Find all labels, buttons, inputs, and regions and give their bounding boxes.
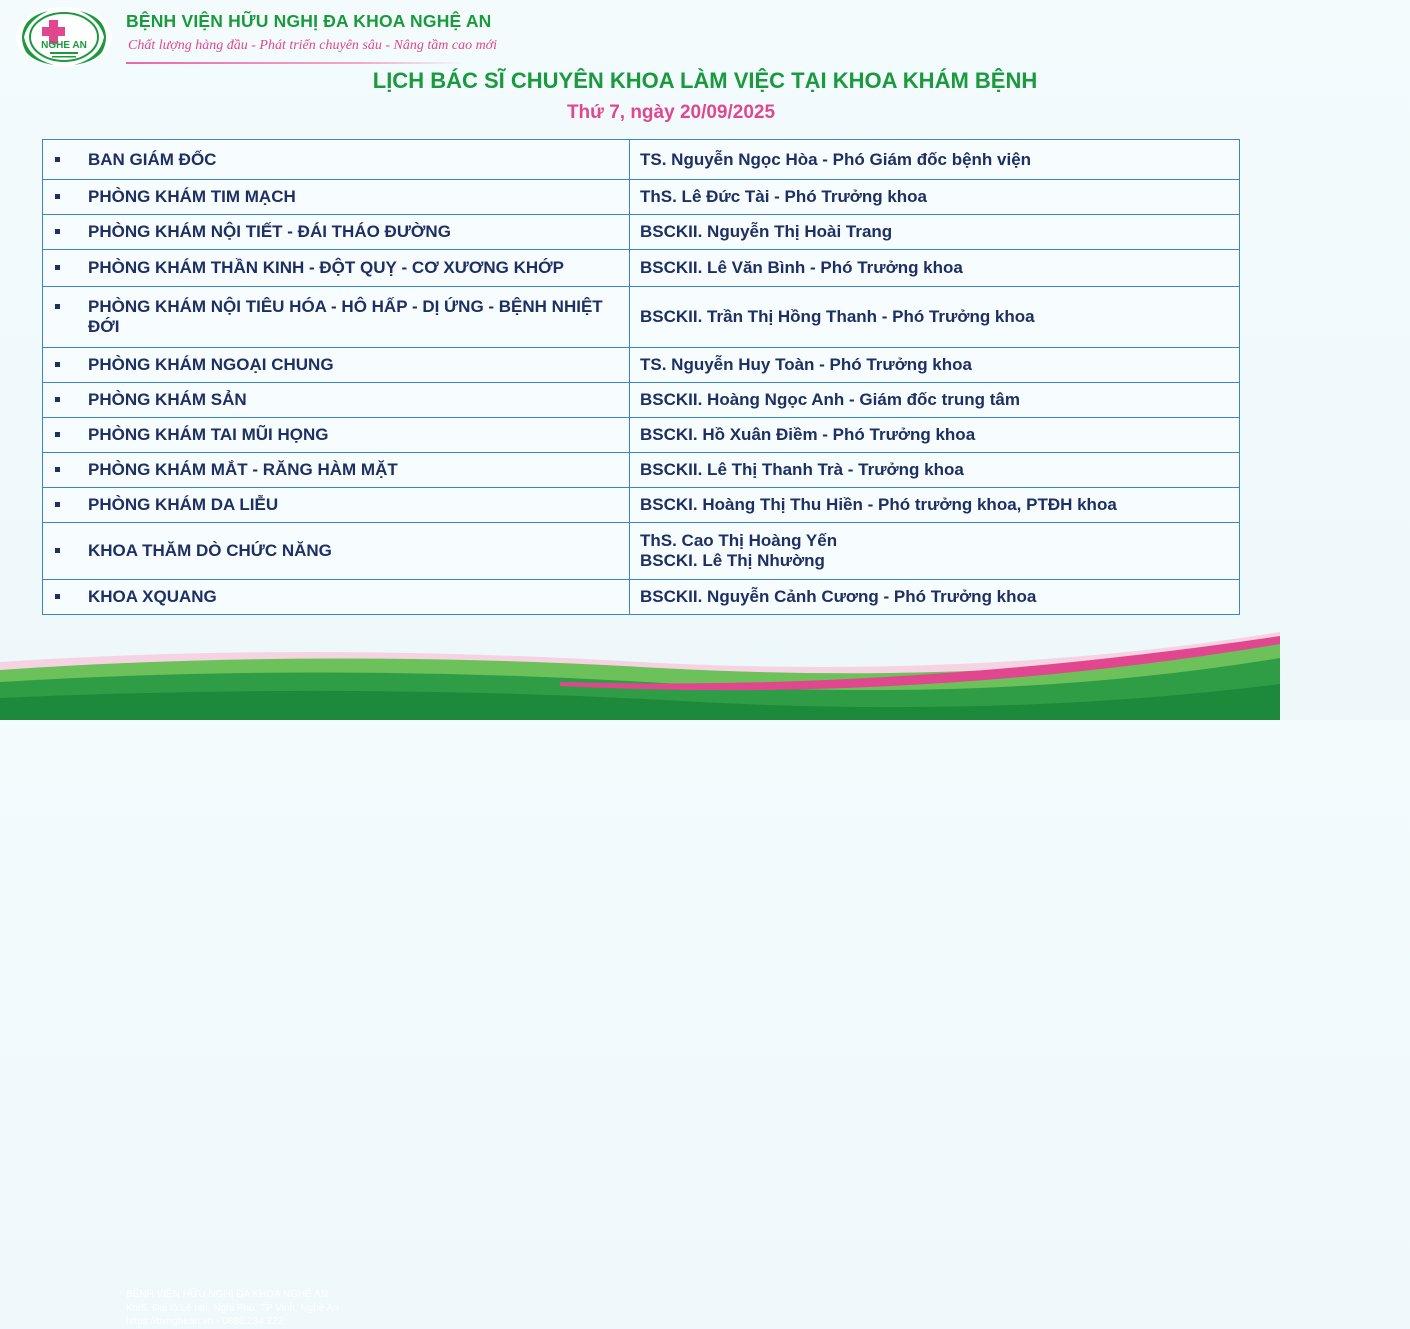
department-name: PHÒNG KHÁM MẮT - RĂNG HÀM MẶT [88, 460, 398, 479]
bullet-icon [55, 397, 60, 402]
page-title: LỊCH BÁC SĨ CHUYÊN KHOA LÀM VIỆC TẠI KHOA KHÁM BỆNH [372, 68, 1038, 93]
department-name: PHÒNG KHÁM NỘI TIÊU HÓA - HÔ HẤP - DỊ ỨNG - BỆNH NHIỆT ĐỚI [88, 297, 603, 336]
doctor-name: TS. Nguyễn Ngọc Hòa - Phó Giám đốc bệnh viện [640, 149, 1032, 169]
hospital-logo [14, 6, 118, 68]
header [0, 0, 1280, 70]
hospital-name: BỆNH VIỆN HỮU NGHỊ ĐA KHOA NGHỆ AN [126, 11, 492, 31]
bullet-icon [55, 548, 60, 553]
doctor-name: BSCKI. Lê Thị Nhường [640, 551, 825, 570]
bullet-icon [55, 502, 60, 507]
hospital-slogan: Chất lượng hàng đầu - Phát triển chuyên sâu - Nâng tầm cao mới [128, 38, 498, 53]
logo-text: NGHE AN [41, 40, 87, 51]
doctor-name: TS. Nguyễn Huy Toàn - Phó Trưởng khoa [640, 355, 972, 374]
doctor-name: BSCKII. Lê Thị Thanh Trà - Trưởng khoa [640, 460, 964, 479]
bullet-icon [55, 594, 60, 599]
doctor-cell [630, 488, 1240, 523]
department-cell [43, 250, 630, 287]
department-cell [43, 488, 630, 523]
footer-contact [126, 1288, 339, 1329]
doctor-cell [630, 140, 1240, 180]
schedule-table-body [43, 140, 1240, 615]
bullet-icon [55, 432, 60, 437]
doctor-name: ThS. Cao Thị Hoàng Yến [640, 531, 838, 550]
table-row [43, 383, 1240, 418]
department-cell [43, 287, 630, 348]
bullet-icon [55, 467, 60, 472]
doctor-cell [630, 523, 1240, 580]
department-cell [43, 180, 630, 215]
department-name: PHÒNG KHÁM DA LIỄU [88, 495, 279, 514]
doctor-cell [630, 250, 1240, 287]
bullet-icon [55, 265, 60, 270]
table-row [43, 523, 1240, 580]
department-name: KHOA THĂM DÒ CHỨC NĂNG [88, 541, 332, 560]
doctor-cell [630, 287, 1240, 348]
department-name: KHOA XQUANG [88, 587, 217, 606]
slogan-underline [126, 62, 466, 64]
department-name: PHÒNG KHÁM TIM MẠCH [88, 187, 296, 206]
department-cell [43, 215, 630, 250]
table-row [43, 580, 1240, 615]
bullet-icon [55, 194, 60, 199]
department-cell [43, 383, 630, 418]
bullet-icon [55, 304, 60, 309]
footer [0, 622, 1280, 1327]
doctor-name: BSCKII. Trần Thị Hồng Thanh - Phó Trưởng khoa [640, 307, 1035, 326]
department-name: PHÒNG KHÁM NGOẠI CHUNG [88, 355, 334, 374]
doctor-name: BSCKII. Nguyễn Thị Hoài Trang [640, 222, 893, 241]
footer-address: Km5, Đại lộ Lê nin, Nghi Phú, TP Vinh, Nghệ An [126, 1302, 339, 1314]
department-name: PHÒNG KHÁM TAI MŨI HỌNG [88, 425, 329, 444]
department-cell [43, 418, 630, 453]
department-cell [43, 523, 630, 580]
department-name: PHÒNG KHÁM THẦN KINH - ĐỘT QUỴ - CƠ XƯƠNG KHỚP [88, 258, 564, 277]
department-cell [43, 580, 630, 615]
doctor-name: ThS. Lê Đức Tài - Phó Trưởng khoa [640, 187, 928, 206]
footer-hospital-name: BỆNH VIỆN HỮU NGHỊ ĐA KHOA NGHỆ AN [126, 1289, 328, 1300]
table-row [43, 287, 1240, 348]
page-subtitle-date: Thứ 7, ngày 20/09/2025 [566, 102, 776, 123]
doctor-name: BSCKII. Nguyễn Cảnh Cương - Phó Trưởng khoa [640, 587, 1037, 606]
bullet-icon [55, 229, 60, 234]
table-row [43, 140, 1240, 180]
department-cell [43, 453, 630, 488]
footer-wave-decoration [0, 622, 1280, 720]
doctor-name: BSCKI. Hoàng Thị Thu Hiền - Phó trưởng khoa, PTĐH khoa [640, 495, 1117, 514]
table-row [43, 488, 1240, 523]
table-row [43, 348, 1240, 383]
doctor-cell [630, 215, 1240, 250]
table-row [43, 418, 1240, 453]
department-cell [43, 348, 630, 383]
schedule-table [42, 139, 1240, 615]
footer-website-phone: https://bvnghean.vn - 0886.234.222 [126, 1316, 284, 1327]
bullet-icon [55, 157, 60, 162]
department-name: BAN GIÁM ĐỐC [88, 149, 217, 169]
doctor-name: BSCKII. Lê Văn Bình - Phó Trưởng khoa [640, 258, 963, 277]
department-name: PHÒNG KHÁM SẢN [88, 390, 247, 409]
doctor-cell [630, 418, 1240, 453]
bullet-icon [55, 362, 60, 367]
table-row [43, 453, 1240, 488]
doctor-cell [630, 453, 1240, 488]
table-row [43, 215, 1240, 250]
department-name: PHÒNG KHÁM NỘI TIẾT - ĐÁI THÁO ĐƯỜNG [88, 222, 451, 241]
doctor-name: BSCKI. Hồ Xuân Điềm - Phó Trưởng khoa [640, 425, 976, 444]
doctor-name: BSCKII. Hoàng Ngọc Anh - Giám đốc trung tâm [640, 390, 1020, 409]
doctor-cell [630, 180, 1240, 215]
department-cell [43, 140, 630, 180]
doctor-cell [630, 383, 1240, 418]
table-row [43, 250, 1240, 287]
table-row [43, 180, 1240, 215]
doctor-cell [630, 580, 1240, 615]
doctor-cell [630, 348, 1240, 383]
